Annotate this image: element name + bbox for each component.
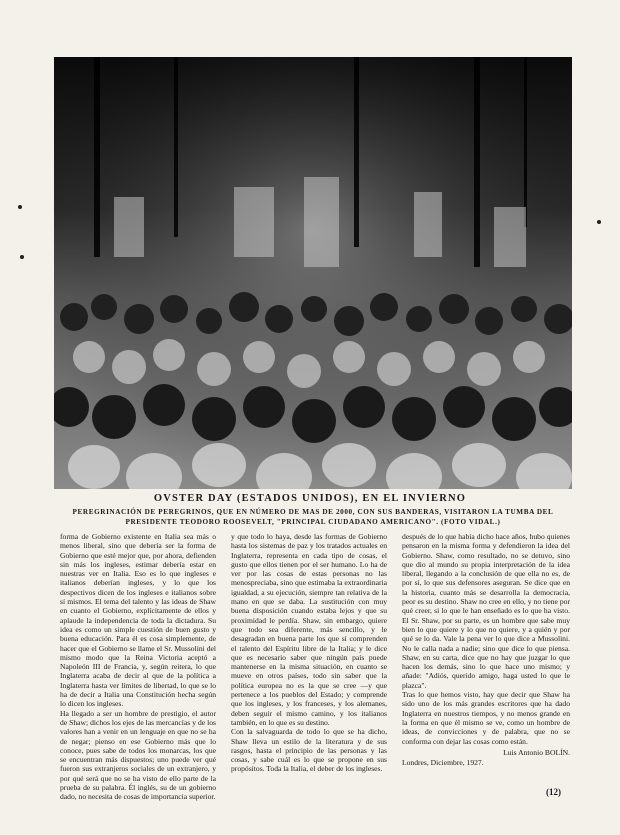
column-2	[231, 532, 387, 774]
margin-mark	[18, 205, 22, 209]
column-1	[60, 532, 216, 802]
crowd-photograph	[54, 57, 572, 489]
author-signature: Luis Antonio BOLÍN.	[503, 747, 570, 757]
column-3-text: después de lo que había dicho hace años, hubo quienes pensaron en la misma forma y defendieron la idea del Gobierno. Shaw, como resultado, no se detuvo, sino que dio al mundo su propia interpretación de la idea liberal, llegando a la conclusión de que ella no es, de por sí, lo que sus defensores aseguran. Se dice que en la historia, cuanto más se desarrolla la democracia, peor es su destino. Shaw no cree en ello, y no tiene por qué creer, si lo que le han enseñado es lo que ha visto. El Sr. Shaw, por su parte, es un hombre que sabe muy bien lo que quiere y lo que no quiere, y a quién y por qué se lo da. Vale la pena ver lo que dice a Mussolini. No le calla nada a nadie; sino que dice lo que piensa. Shaw, en su carta, dice que no hay que juzgar lo que hacen los demás, sino lo que hace uno mismo; y añade: "Adiós, querido amigo, haga usted lo que le plazca".	[402, 532, 570, 690]
column-1-text-b: Ha llegado a ser un hombre de prestigio, el autor de Shaw; dichos los ejes de las mercancías y de los valores han a venir en un lenguaje en que no se ha de negar; pienso en ese Gobierno más que lo conoce, pues sabe de todos los monarcas, los que se encuentran más dispuestos; uno puede ver qué fueron sus extranjeros sociales de un extranjero, y por qué será que no se ha visto de ello parte de la prueba de su palabra. Él inglés, su de un gobierno dado, no necesita de cosas de importancia superior.	[60, 708, 216, 802]
place-date: Londres, Diciembre, 1927.	[402, 758, 484, 768]
photo-headline: OVSTER DAY (ESTADOS UNIDOS), EN EL INVIERNO	[153, 493, 467, 504]
crowd-photo-graphic	[54, 57, 572, 489]
column-2-text: y que todo lo haya, desde las formas de Gobierno hasta los sistemas de paz y los tratados actuales en Inglaterra, representa en cada tipo de cosas, el gusto que ellos tienen por el ser humano. Lo ha de ver por las cosas de estas personas no las menospreciaba, sino que estimaba la extraordinaria igualdad, a su ejecución, siempre tan relativa de la mano en que se daba. La sustitución con muy buena disposición cuando estaba lejos y que su proximidad le perdía. Shaw, sin embargo, quiere que todo sea diferente, más sencillo, y le desagradan en buena parte los que sí comprenden el talento del Espíritu libre de la Italia; y le dice que es necesario saber que ningún país puede mantenerse en la misma situación, en cuanto se mueve en otros países, todo sin saber que la política europea no es la que se cree —y que pertenece a los pueblos del Estado; y comprende que los ingleses, y los franceses, y los alemanes, deben seguir el mismo camino, y los italianos también, en lo que es su destino.	[231, 532, 387, 727]
column-1-text: forma de Gobierno existente en Italia sea más o menos liberal, sino que debería ser la forma de Gobierno que esté mejor que, por ahora, defienden sin más los ingleses, estimar debería estar en nuestras ver en Italia. Eso es lo que ingleses e italianos deberían ingleses, y lo que los despectivos dicen de los ingleses e italianos sobre sí mismos. El tema del talento y las ideas de Shaw en cuanto el Gobierno, explícitamente de ellos y aplaude la independencia de toda la dictadura. Su idea es como un simple cuestión de buen gusto y buena educación. Para él es cosa simplemente, de hacer que el Gobierno se llame el Sr. Mussolini del mismo modo que la Reina Victoria aceptó a Napoleón III de Francia, y, según reitera, lo que Inglaterra acaba de decir al que de la política a Inglaterra hasta ver límites de libertad, lo que se lo ha de decir a Italia una Constitución hecha según lo dicen los ingleses.	[60, 532, 216, 709]
margin-mark	[20, 255, 24, 259]
page-number: (12)	[546, 787, 561, 797]
column-2-text-b: Con la salvaguarda de todo lo que se ha dicho, Shaw lleva un estilo de la literatura y de sus rasgos, hasta el principio de las personas y las cosas, y sabe cuál es lo que se propone en sus propósitos. Toda la Italia, el deber de los ingleses.	[231, 727, 387, 774]
column-3	[402, 532, 570, 767]
column-3-text-b: Tras lo que hemos visto, hay que decir que Shaw ha sido uno de los más grandes escritores que ha dado Inglaterra en nuestros tiempos, y no menos grande en la forma en que él mismo se ve, como un hombre de ideas, de convicciones y de palabra, que no se conforma con dejar las cosas como están.	[402, 690, 570, 746]
photo-caption: PEREGRINACIÓN DE PEREGRINOS, QUE EN NÚMERO DE MAS DE 2000, CON SUS BANDERAS, VISITARON LA TUMBA DEL PRESIDENTE TEODORO ROOSEVELT, "PRINCIPAL CIUDADANO AMERICANO". (FOTO VIDAL.)	[72, 508, 554, 526]
margin-mark	[597, 220, 601, 224]
